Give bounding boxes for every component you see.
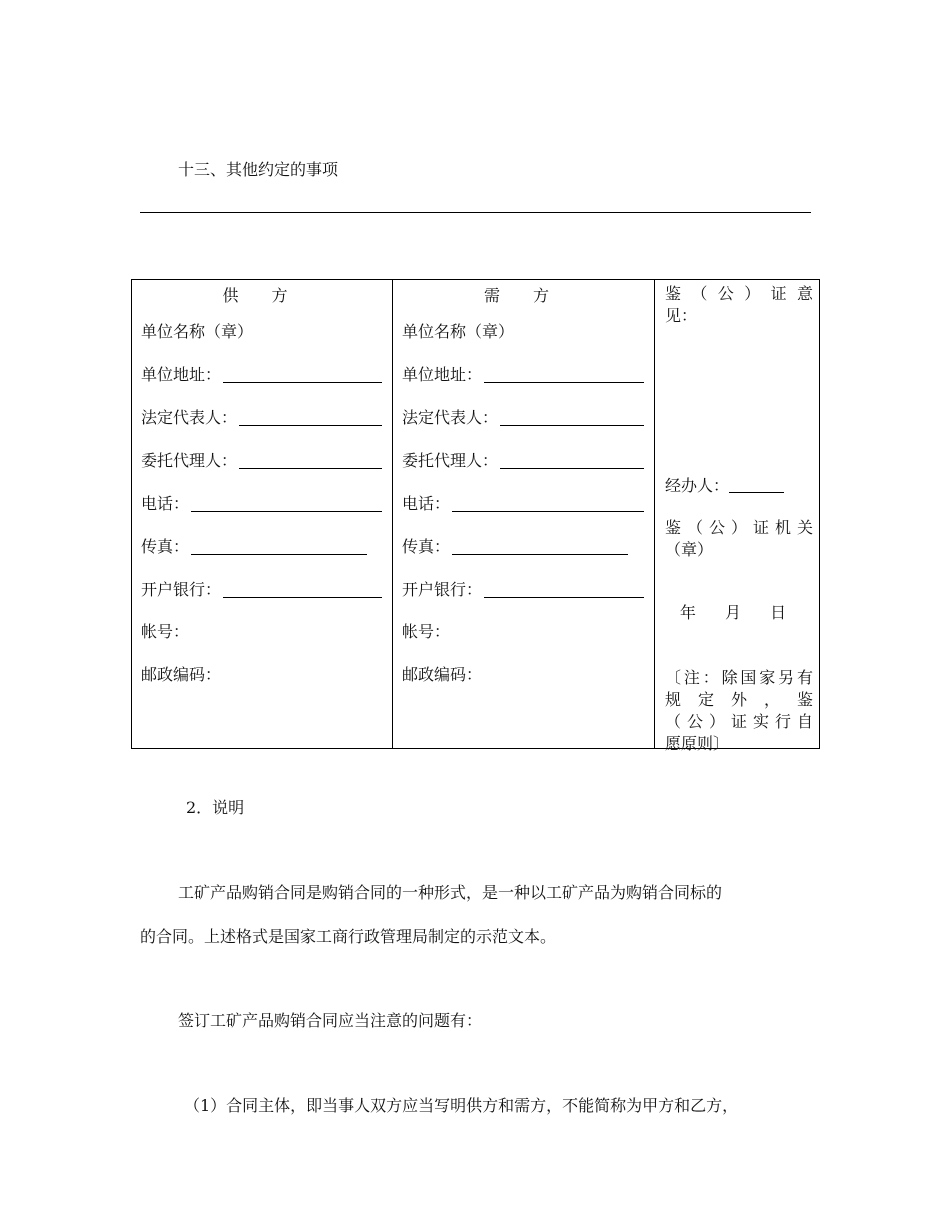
supplier-row <box>141 320 382 342</box>
handler-label: 经办人： <box>665 476 730 495</box>
notary-note-line2: 规定外，鉴 <box>665 690 813 709</box>
supplier-row <box>141 620 382 642</box>
notary-note-line3: （公）证实行自 <box>665 712 813 731</box>
supplier-row <box>141 663 382 685</box>
paragraph-1-line-1: 工矿产品购销合同是购销合同的一种形式，是一种以工矿产品为购销合同标的 <box>178 883 723 902</box>
handler-underline <box>729 492 784 493</box>
buyer-row <box>402 578 644 600</box>
supplier-header: 供 方 <box>222 286 302 305</box>
paragraph-3: （1）合同主体，即当事人双方应当写明供方和需方，不能简称为甲方和乙方， <box>184 1096 739 1115</box>
supplier-row-label: 委托代理人： <box>141 451 238 470</box>
buyer-row <box>402 406 644 428</box>
buyer-header: 需 方 <box>483 286 564 305</box>
section-2-heading: 2．说明 <box>186 798 245 817</box>
supplier-row-fill-line <box>191 554 367 555</box>
buyer-row <box>402 363 644 385</box>
supplier-row-label: 传真： <box>141 537 190 556</box>
notary-column <box>655 280 820 753</box>
supplier-row-fill-line <box>223 597 382 598</box>
buyer-row-label: 电话： <box>402 494 451 513</box>
buyer-row-fill-line <box>484 382 644 383</box>
notary-date: 年 月 日 <box>679 603 799 622</box>
supplier-row-label: 邮政编码： <box>141 665 222 684</box>
supplier-row-label: 开户银行： <box>141 580 222 599</box>
buyer-row-label: 邮政编码： <box>402 665 483 684</box>
buyer-row <box>402 492 644 514</box>
supplier-row <box>141 578 382 600</box>
supplier-row-label: 单位名称（章） <box>141 322 254 341</box>
notary-note-line4: 愿原则〕 <box>665 734 730 753</box>
buyer-row-label: 单位名称（章） <box>402 322 515 341</box>
buyer-row-label: 委托代理人： <box>402 451 499 470</box>
notary-agency-line1: 鉴（公）证机关 <box>665 518 813 537</box>
supplier-row-label: 帐号： <box>141 622 190 641</box>
buyer-row-label: 开户银行： <box>402 580 483 599</box>
supplier-row <box>141 363 382 385</box>
supplier-row-fill-line <box>191 511 382 512</box>
buyer-row <box>402 320 644 342</box>
buyer-row <box>402 449 644 471</box>
paragraph-1-line-2: 的合同。上述格式是国家工商行政管理局制定的示范文本。 <box>140 927 557 946</box>
notary-opinion-line2: 见： <box>665 306 698 325</box>
supplier-row-fill-line <box>239 468 382 469</box>
buyer-row-fill-line <box>452 554 628 555</box>
fill-in-line <box>140 212 811 213</box>
buyer-row-fill-line <box>484 597 644 598</box>
supplier-row-label: 电话： <box>141 494 190 513</box>
buyer-row <box>402 663 644 685</box>
supplier-row <box>141 449 382 471</box>
buyer-row-label: 单位地址： <box>402 365 483 384</box>
buyer-row <box>402 535 644 557</box>
supplier-row-label: 单位地址： <box>141 365 222 384</box>
supplier-row-label: 法定代表人： <box>141 408 238 427</box>
supplier-row <box>141 406 382 428</box>
supplier-row <box>141 535 382 557</box>
supplier-row <box>141 492 382 514</box>
buyer-row-label: 法定代表人： <box>402 408 499 427</box>
paragraph-2: 签订工矿产品购销合同应当注意的问题有： <box>178 1011 483 1030</box>
section-title: 十三、其他约定的事项 <box>178 160 339 179</box>
buyer-row-fill-line <box>500 425 644 426</box>
notary-handler <box>665 475 813 497</box>
buyer-row-label: 传真： <box>402 537 451 556</box>
buyer-row-fill-line <box>500 468 644 469</box>
buyer-column <box>393 280 655 749</box>
notary-opinion-line1: 鉴（公）证意 <box>665 284 813 303</box>
supplier-column <box>132 280 393 749</box>
buyer-row-fill-line <box>452 511 644 512</box>
notary-agency-line2: （章） <box>665 540 714 559</box>
supplier-row-fill-line <box>239 425 382 426</box>
signature-table <box>131 279 820 753</box>
buyer-row-label: 帐号： <box>402 622 451 641</box>
supplier-row-fill-line <box>223 382 382 383</box>
notary-note-line1: 〔注：除国家另有 <box>665 668 813 687</box>
buyer-row <box>402 620 644 642</box>
